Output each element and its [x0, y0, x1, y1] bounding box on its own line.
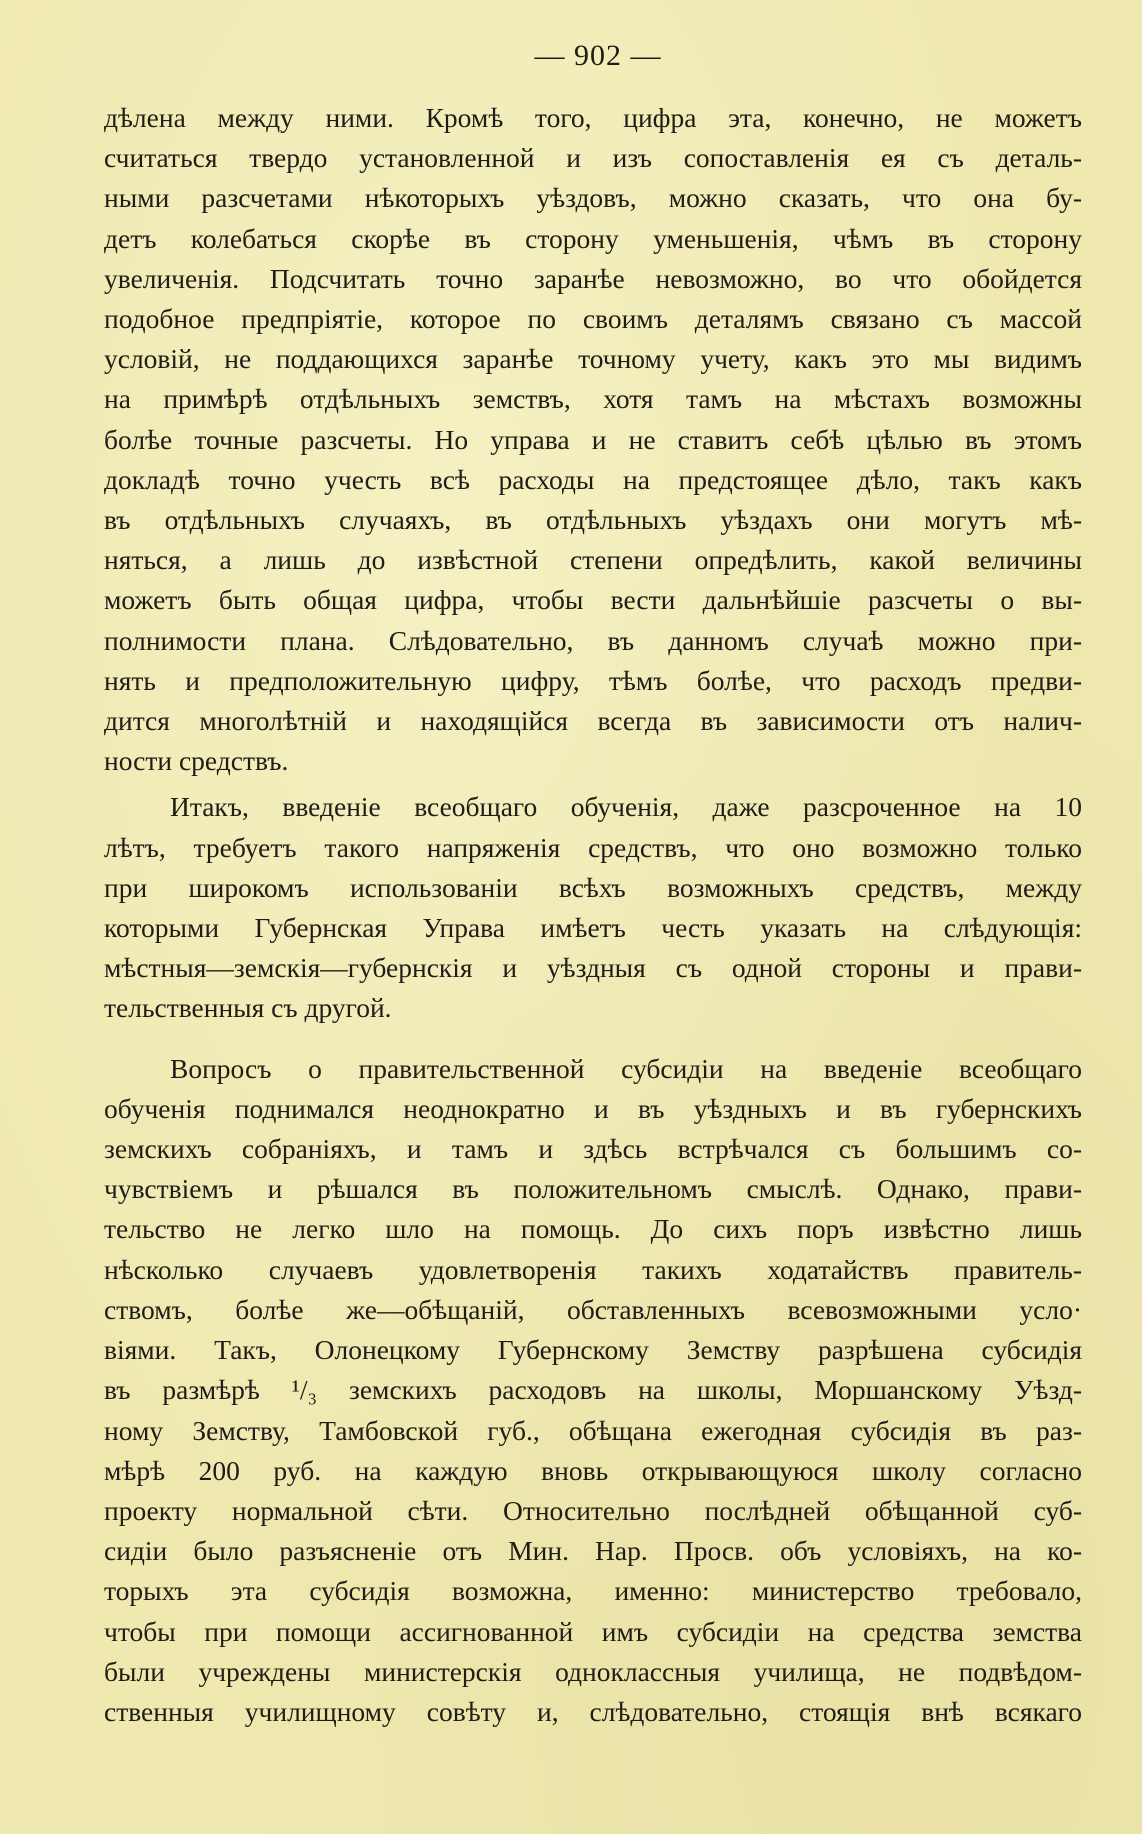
paragraph-2: [104, 787, 1082, 1028]
text-line: болѣе точные разсчеты. Но управа и не ставитъ себѣ цѣлью въ этомъ: [104, 423, 1082, 455]
text-line: которыми Губернская Управа имѣетъ честь указать на слѣдующія:: [104, 912, 1082, 944]
text-line: няться, а лишь до извѣстной степени опредѣлить, какой величины: [104, 544, 1082, 576]
text-line: дится многолѣтній и находящійся всегда въ зависимости отъ налич-: [104, 705, 1082, 737]
paragraph-1: [104, 98, 1082, 781]
text-line: обученія поднимался неоднократно и въ уѣздныхъ и въ губернскихъ: [104, 1092, 1082, 1124]
text-line: увеличенія. Подсчитать точно заранѣе невозможно, во что обойдется: [104, 262, 1082, 294]
paragraph-3: [104, 1049, 1082, 1732]
text-line: мѣрѣ 200 руб. на каждую вновь открывающуюся школу согласно: [104, 1454, 1082, 1486]
text-line: ному Земству, Тамбовской губ., обѣщана ежегодная субсидія въ раз-: [104, 1414, 1082, 1446]
text-line: чувствіемъ и рѣшался въ положительномъ смыслѣ. Однако, прави-: [104, 1173, 1082, 1205]
text-line: въ отдѣльныхъ случаяхъ, въ отдѣльныхъ уѣздахъ они могутъ мѣ-: [104, 504, 1082, 536]
text-line: тельственныя съ другой.: [104, 992, 392, 1024]
text-line: віями. Такъ, Олонецкому Губернскому Земству разрѣшена субсидія: [104, 1334, 1082, 1366]
text-line: докладѣ точно учесть всѣ расходы на предстоящее дѣло, такъ какъ: [104, 463, 1082, 495]
text-line: торыхъ эта субсидія возможна, именно: министерство требовало,: [104, 1575, 1082, 1607]
text-line: полнимости плана. Слѣдовательно, въ данномъ случаѣ можно при-: [104, 624, 1082, 656]
text-line: считаться твердо установленной и изъ сопоставленія ея съ деталь-: [104, 142, 1082, 174]
text-line: детъ колебаться скорѣе въ сторону уменьшенія, чѣмъ въ сторону: [104, 222, 1082, 254]
text-line: нѣсколько случаевъ удовлетворенія такихъ ходатайствъ правитель-: [104, 1253, 1082, 1285]
text-line: Вопросъ о правительственной субсидіи на введеніе всеобщаго: [170, 1052, 1082, 1084]
text-line: Итакъ, введеніе всеобщаго обученія, даже разсроченное на 10: [170, 791, 1082, 823]
text-line: на примѣрѣ отдѣльныхъ земствъ, хотя тамъ на мѣстахъ возможны: [104, 383, 1082, 415]
text-line: нять и предположительную цифру, тѣмъ болѣе, что расходъ предви-: [104, 664, 1082, 696]
text-line: тельство не легко шло на помощь. До сихъ поръ извѣстно лишь: [104, 1213, 1082, 1245]
text-line: земскихъ собраніяхъ, и тамъ и здѣсь встрѣчался съ большимъ со-: [104, 1133, 1082, 1165]
text-line: ными разсчетами нѣкоторыхъ уѣздовъ, можно сказать, что она бу-: [104, 182, 1082, 214]
text-line: условій, не поддающихся заранѣе точному учету, какъ это мы видимъ: [104, 343, 1082, 375]
text-line: мѣстныя—земскія—губернскія и уѣздныя съ одной стороны и прави-: [104, 952, 1082, 984]
text-line: дѣлена между ними. Кромѣ того, цифра эта, конечно, не можетъ: [104, 102, 1082, 133]
text-line: ности средствъ.: [104, 745, 289, 777]
text-line: ствомъ, болѣе же—обѣщаній, обставленныхъ всевозможными усло·: [104, 1293, 1082, 1325]
text-line: можетъ быть общая цифра, чтобы вести дальнѣйшіе разсчеты о вы-: [104, 584, 1082, 616]
text-line: были учреждены министерскія одноклассныя училища, не подвѣдом-: [104, 1655, 1082, 1687]
page-number: — 902 —: [534, 39, 662, 72]
text-line: ственныя училищному совѣту и, слѣдовательно, стоящія внѣ всякаго: [104, 1695, 1082, 1727]
text-line: подобное предпріятіе, которое по своимъ деталямъ связано съ массой: [104, 303, 1082, 335]
text-line: при широкомъ использованіи всѣхъ возможныхъ средствъ, между: [104, 871, 1082, 903]
text-line: чтобы при помощи ассигнованной имъ субсидіи на средства земства: [104, 1615, 1082, 1647]
text-line: въ размѣрѣ ¹/₃ земскихъ расходовъ на школы, Моршанскому Уѣзд-: [104, 1374, 1082, 1406]
text-line: сидіи было разъясненіе отъ Мин. Нар. Просв. объ условіяхъ, на ко-: [104, 1535, 1082, 1567]
text-line: лѣтъ, требуетъ такого напряженія средствъ, что оно возможно только: [104, 831, 1082, 863]
text-line: проекту нормальной сѣти. Относительно послѣдней обѣщанной суб-: [104, 1494, 1082, 1526]
